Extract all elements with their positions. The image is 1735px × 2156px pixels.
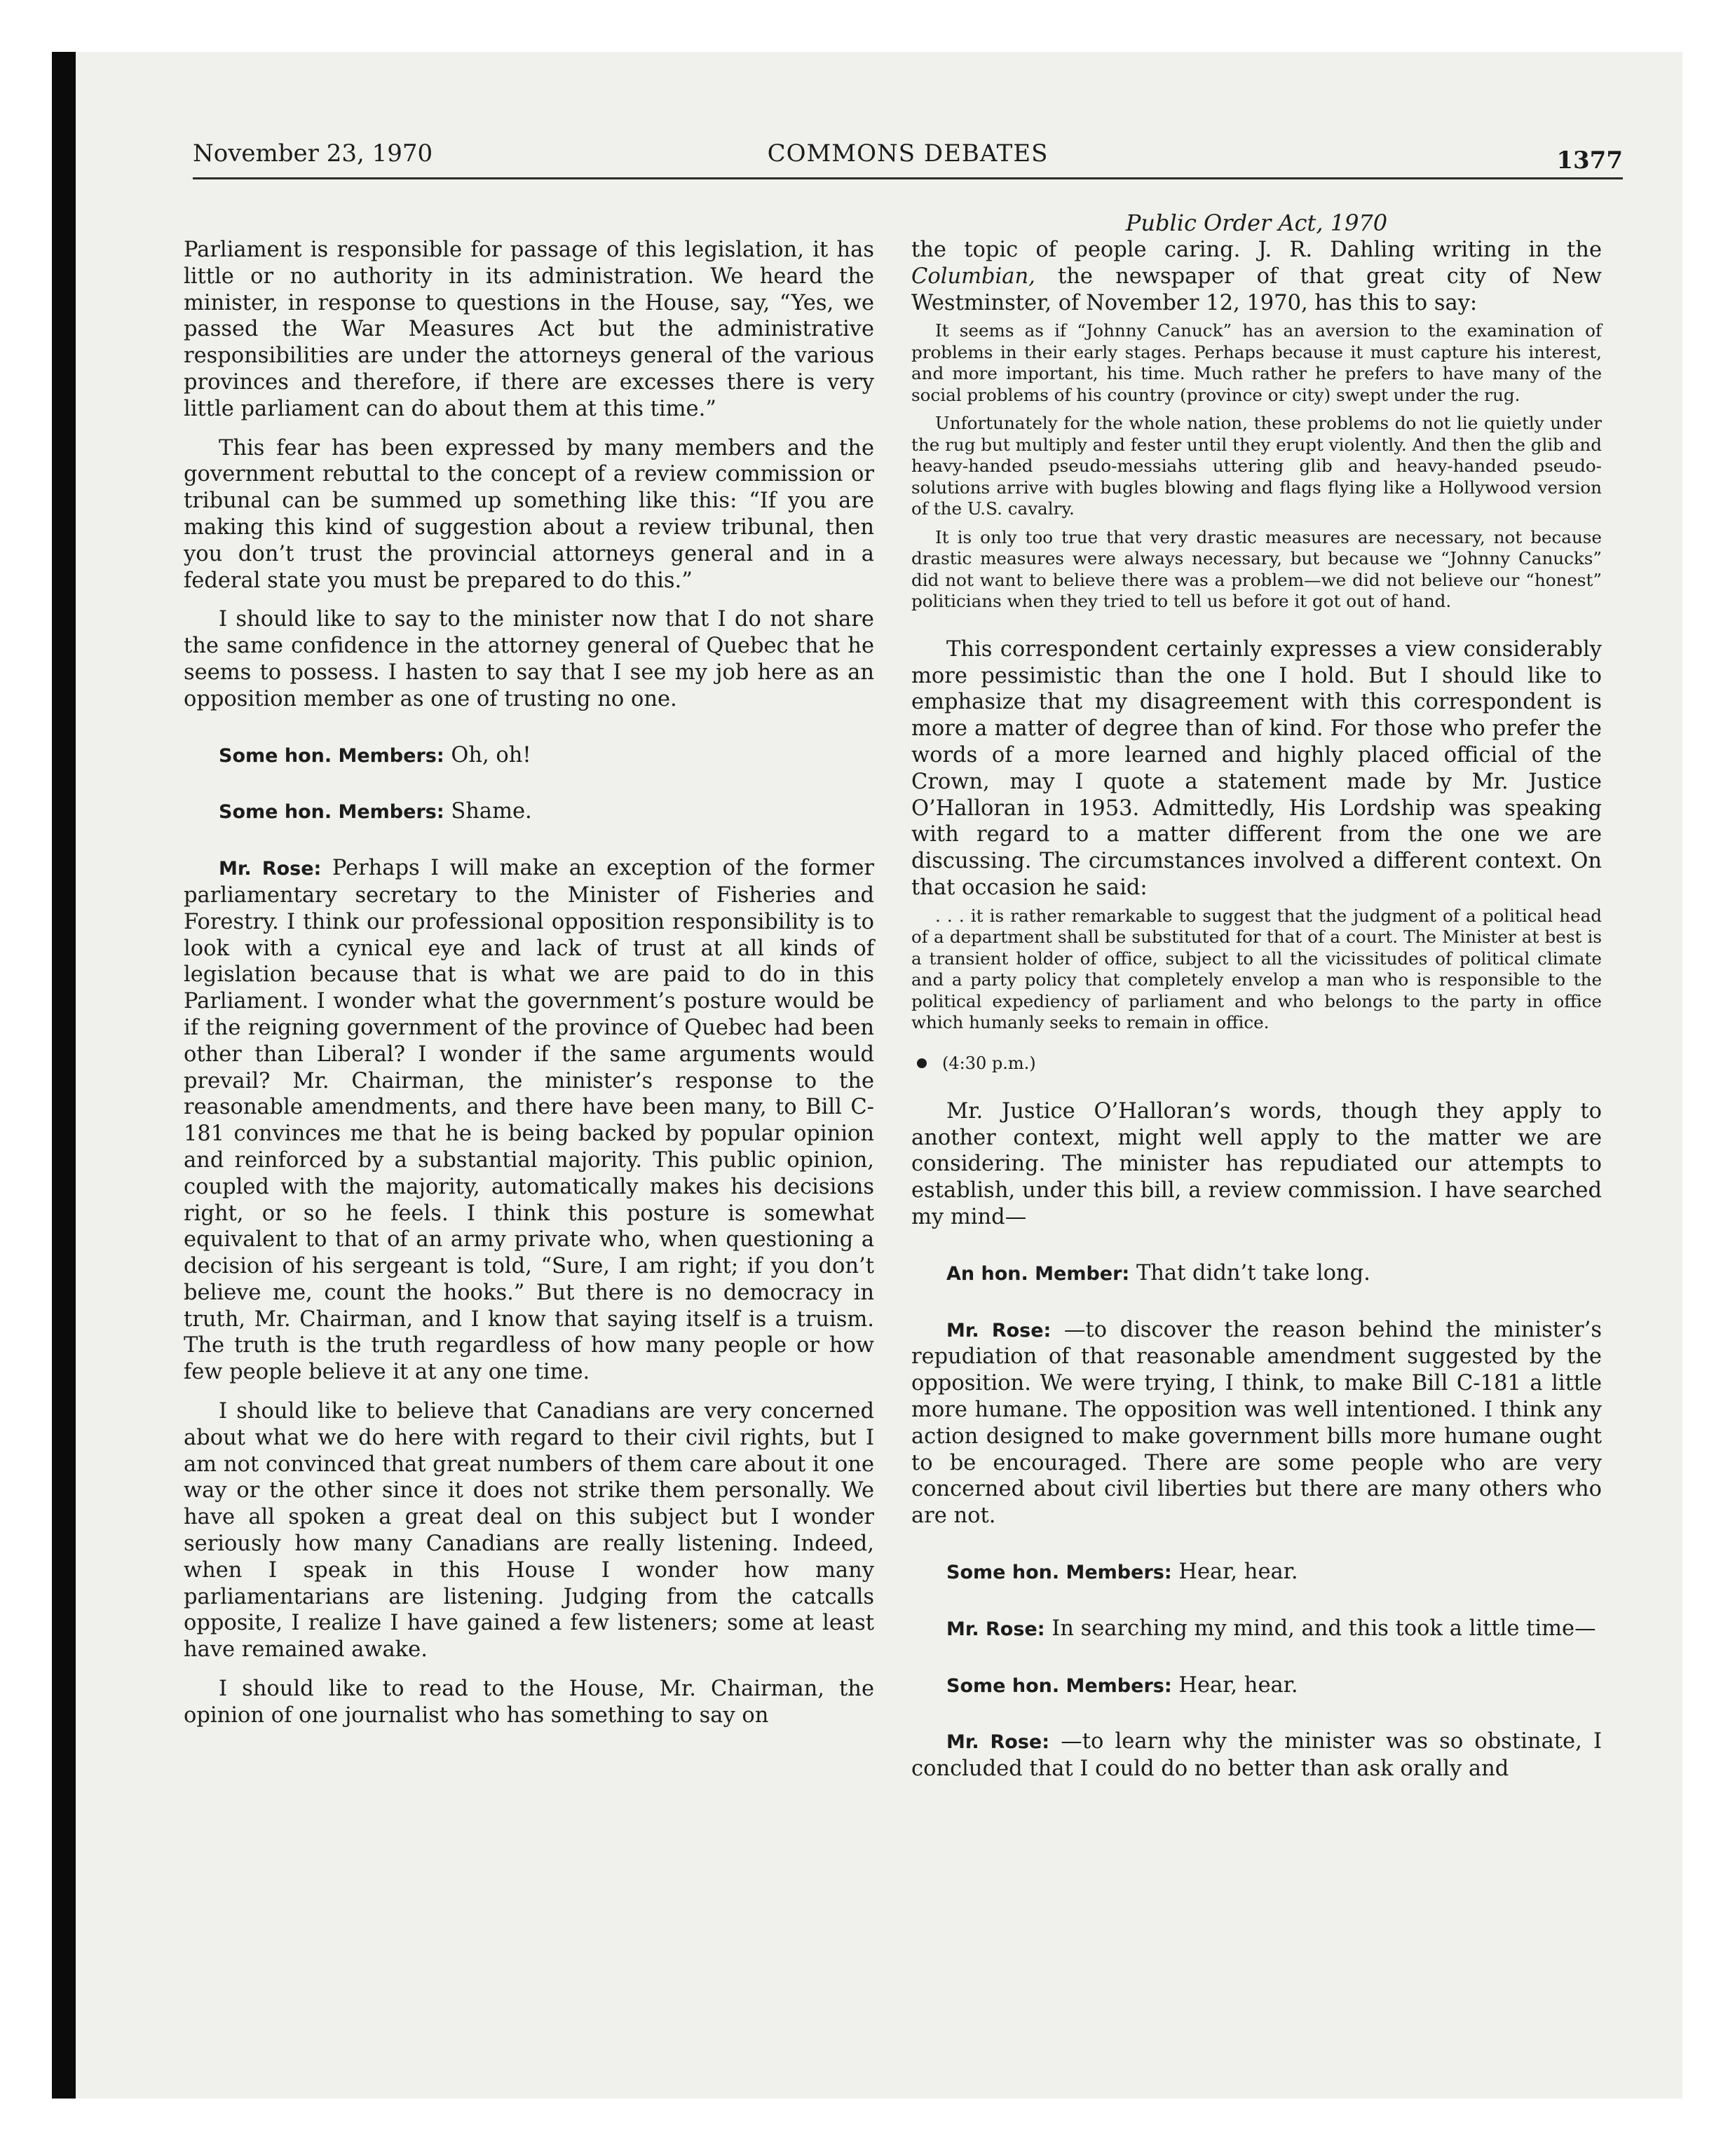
running-head: Public Order Act, 1970: [1125, 210, 1388, 236]
speaker-name: Some hon. Members:: [946, 1674, 1172, 1697]
header-date: November 23, 1970: [193, 139, 433, 168]
bullet-icon: [917, 1058, 927, 1068]
speech-text: In searching my mind, and this took a little time—: [1052, 1616, 1596, 1641]
speaker-name: Some hon. Members:: [219, 801, 444, 824]
paragraph: I should like to believe that Canadians are very concerned about what we do here with regard to their civil rights, but I am not convinced that great numbers of them care about it one way or the other since it does not strike them personally. We have all spoken a great deal on this subject but I wonder seriously how many Canadians are really listening. Indeed, when I speak in this House I wonder how many parliamentarians are listening. Judging from the catcalls opposite, I realize I have gained a few listeners; some at least have remained awake.: [184, 1399, 874, 1663]
paragraph: This fear has been expressed by many members and the government rebuttal to the concept of a review commission or tribunal can be summed up something like this: “If you are making this kind of suggestion about a review tribunal, then you don’t trust the provincial attorneys general and in a federal state you must be prepared to do this.”: [184, 435, 874, 593]
paragraph: Mr. Justice O’Halloran’s words, though they apply to another context, might well apply to the matter we are considering. The minister has repudiated our attempts to establish, under this bill, a review commission. I have searched my mind—: [911, 1098, 1602, 1230]
binding-edge: [52, 52, 76, 2099]
speech: [184, 855, 874, 1386]
speaker-name: Some hon. Members:: [946, 1562, 1172, 1584]
text-run: the newspaper of that great city of New Westminster, of November 12, 1970, has this to say:: [911, 264, 1602, 315]
page-number: 1377: [1556, 146, 1623, 175]
quote-paragraph: It seems as if “Johnny Canuck” has an aversion to the examination of problems in their early stages. Perhaps because it must capture his interest, and more important, his time. Much rather he prefers to have many of the social problems of his country (province or city) swept under the rug.: [911, 320, 1602, 405]
speech: [184, 798, 874, 826]
time-text: (4:30 p.m.): [942, 1053, 1036, 1073]
speech-text: Hear, hear.: [1178, 1560, 1298, 1585]
speaker-name: Mr. Rose:: [946, 1319, 1052, 1342]
speech-text: —to discover the reason behind the minister’s repudiation of that reasonable amendment suggested by the opposition. We were trying, I think, to make Bill C-181 a little more humane. The opposition was well intentioned. I think any action designed to make government bills more humane ought to be encouraged. There are some people who are very concerned about civil liberties but there are many others who are not.: [911, 1317, 1602, 1529]
speech-text: Shame.: [451, 799, 532, 824]
speech: [184, 742, 874, 770]
speech-text: —to learn why the minister was so obstinate, I concluded that I could do no better than ask orally and: [911, 1729, 1602, 1782]
speech: [911, 1728, 1602, 1782]
paragraph: [911, 237, 1602, 316]
quote-paragraph: It is only too true that very drastic measures are necessary, not because drastic measures were always necessary, but because we “Johnny Canucks” did not want to believe there was a problem—we did not believe our “honest” politicians when they tried to tell us before it got out of hand.: [911, 526, 1602, 612]
speech-text: Oh, oh!: [451, 742, 531, 767]
speech-text: Perhaps I will make an exception of the former parliamentary secretary to the Minister of Fisheries and Forestry. I think our professional opposition responsibility is to look with a cynical eye and lack of trust at all kinds of legislation because that is what we are paid to do in this Parliament. I wonder what the government’s posture would be if the reigning government of the province of Quebec had been other than Liberal? I wonder if the same arguments would prevail? Mr. Chairman, the minister’s response to the reasonable amendments, and there have been many, to Bill C-181 convinces me that he is being backed by popular opinion and reinforced by a substantial majority. This public opinion, coupled with the majority, automatically makes his decisions right, or so he feels. I think this posture is somewhat equivalent to that of an army private who, when questioning a decision of his sergeant is told, “Sure, I am right; if you don’t believe me, count the hooks.” But there is no democracy in truth, Mr. Chairman, and I know that saying itself is a truism. The truth is the truth regardless of how many people or how few people believe it at any one time.: [184, 856, 874, 1385]
newspaper-title: Columbian,: [911, 264, 1035, 289]
speech-text: That didn’t take long.: [1136, 1260, 1370, 1285]
paragraph: This correspondent certainly expresses a view considerably more pessimistic than the one I hold. But I should like to emphasize that my disagreement with this correspondent is more a matter of degree than of kind. For those who prefer the words of a more learned and highly placed official of the Crown, may I quote a statement made by Mr. Justice O’Halloran in 1953. Admittedly, His Lordship was speaking with regard to a matter different from the one we are discussing. The circumstances involved a different context. On that occasion he said:: [911, 636, 1602, 901]
speaker-name: Mr. Rose:: [946, 1731, 1050, 1754]
right-column: [911, 209, 1602, 1782]
page-header: [193, 135, 1623, 179]
speech: [911, 1616, 1602, 1643]
speaker-name: Some hon. Members:: [219, 744, 444, 767]
paragraph: I should like to say to the minister now that I do not share the same confidence in the attorney general of Quebec that he seems to possess. I hasten to say that I see my job here as an opposition member as one of trusting no one.: [184, 607, 874, 711]
time-marker: [911, 1052, 1602, 1074]
speech: [911, 1672, 1602, 1700]
quote-paragraph: Unfortunately for the whole nation, these problems do not lie quietly under the rug but multiply and fester until they erupt violently. And then the glib and heavy-handed pseudo-messiahs uttering glib and heavy-handed pseudo-solutions arrive with bugles blowing and flags flying like a Hollywood version of the U.S. cavalry.: [911, 413, 1602, 519]
block-quote: [911, 320, 1602, 613]
text-run: the topic of people caring. J. R. Dahling writing in the: [911, 238, 1602, 262]
paragraph: I should like to read to the House, Mr. Chairman, the opinion of one journalist who has something to say on: [184, 1677, 874, 1728]
speaker-name: Mr. Rose:: [219, 858, 322, 880]
left-column: [184, 237, 874, 1729]
speaker-name: Mr. Rose:: [946, 1618, 1045, 1640]
header-title: COMMONS DEBATES: [767, 139, 1049, 168]
speech: [911, 1260, 1602, 1288]
speaker-name: An hon. Member:: [946, 1262, 1130, 1285]
paragraph: Parliament is responsible for passage of this legislation, it has little or no authority in its administration. We heard the minister, in response to questions in the House, say, “Yes, we passed the War Measures Act but the administrative responsibilities are under the attorneys general of the various provinces and therefore, if there are excesses there is very little parliament can do about them at this time.”: [184, 238, 874, 421]
speech: [911, 1317, 1602, 1529]
speech-text: Hear, hear.: [1178, 1672, 1298, 1698]
block-quote: [911, 906, 1602, 1034]
speech: [911, 1559, 1602, 1586]
quote-paragraph: . . . it is rather remarkable to suggest that the judgment of a political head of a department shall be substituted for that of a court. The Minister at best is a transient holder of office, subject to all the vicissitudes of political climate and a party policy that completely envelop a man who is responsible to the political expediency of parliament and who belongs to the party in office which humanly seeks to remain in office.: [911, 905, 1602, 1033]
